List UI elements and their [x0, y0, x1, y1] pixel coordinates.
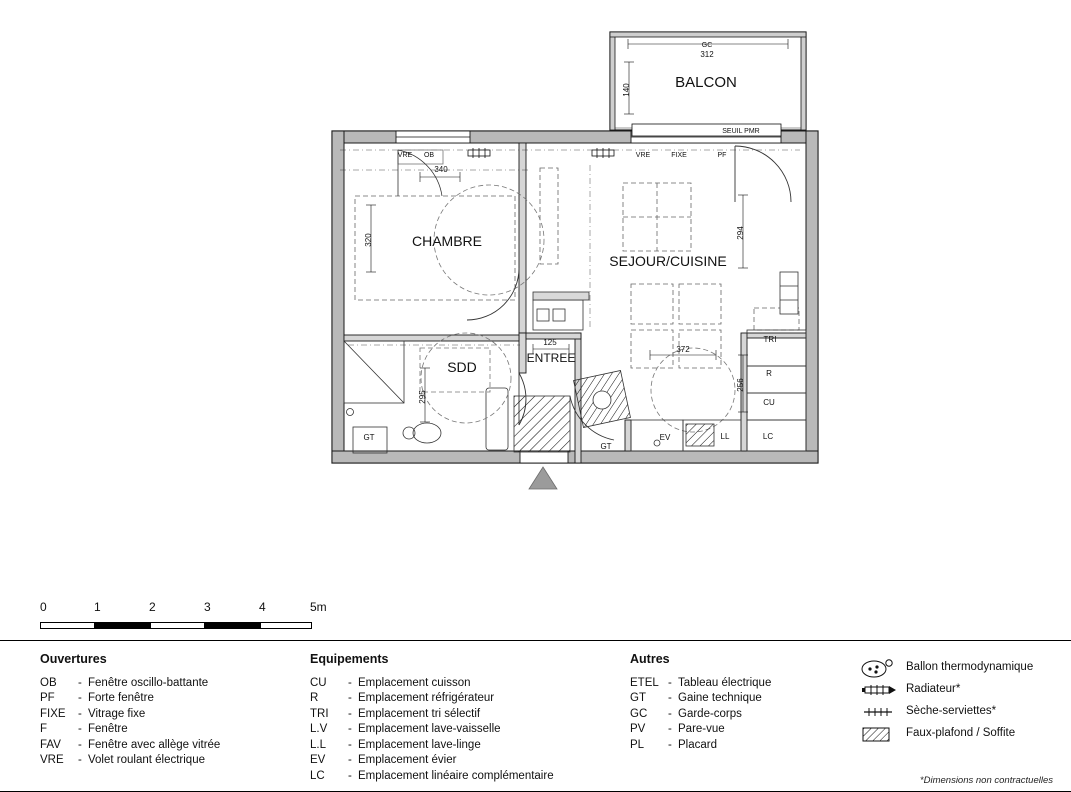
legend-text: Emplacement lave-linge	[358, 738, 481, 751]
tag-label: GT	[600, 442, 612, 451]
legend-text: Emplacement cuisson	[358, 676, 471, 689]
dimension-label: 256	[736, 378, 745, 392]
legend-title-autres: Autres	[630, 652, 670, 666]
scale-tick-label: 1	[94, 600, 101, 614]
legend-text: Fenêtre	[88, 723, 128, 735]
legend-text: Fenêtre oscillo-battante	[88, 676, 209, 689]
dimension-label: 295	[418, 390, 427, 404]
legend-item	[40, 676, 290, 692]
legend-text: Volet roulant électrique	[88, 754, 205, 766]
tag-label: LL	[720, 432, 730, 441]
legend-code: GC	[630, 707, 648, 720]
tag-label: EV	[659, 433, 671, 442]
room-label: BALCON	[675, 74, 737, 91]
legend-dash: -	[668, 738, 672, 751]
legend-code: CU	[310, 676, 327, 689]
legend-text: Emplacement tri sélectif	[358, 707, 481, 720]
legend-dash: -	[348, 676, 352, 689]
legend-item	[40, 753, 290, 769]
legend-code: TRI	[310, 707, 329, 720]
symbol-row-seche-serviettes	[860, 701, 1060, 723]
legend	[0, 652, 1071, 792]
legend-dash: -	[348, 769, 352, 782]
legend-dash: -	[78, 676, 82, 689]
legend-text: Fenêtre avec allège vitrée	[88, 738, 221, 751]
tag-label: PF	[717, 152, 727, 159]
legend-code: VRE	[40, 754, 64, 766]
legend-column-ouvertures	[40, 652, 290, 769]
legend-text: Emplacement lave-vaisselle	[358, 723, 501, 735]
legend-code: L.L	[310, 738, 326, 751]
dimension-label: 312	[700, 50, 714, 59]
legend-dash: -	[668, 676, 672, 689]
tag-label: SEUIL PMR	[722, 128, 760, 135]
legend-dash: -	[78, 692, 82, 704]
legend-item	[630, 676, 850, 692]
symbol-label: Faux-plafond / Soffite	[906, 727, 1016, 740]
legend-dash: -	[78, 754, 82, 766]
ballon-thermodynamique-plan	[780, 272, 798, 314]
legend-code: GT	[630, 692, 646, 704]
scale-tick-label: 0	[40, 600, 47, 614]
tag-label: VRE	[635, 152, 651, 159]
room-label: SEJOUR/CUISINE	[609, 253, 727, 269]
legend-dash: -	[348, 738, 352, 751]
legend-code: PL	[630, 738, 645, 751]
legend-dash: -	[668, 707, 672, 720]
legend-item	[310, 707, 610, 723]
tag-label: VRE	[397, 152, 413, 159]
legend-dash: -	[78, 738, 82, 751]
dimension-label: 320	[364, 233, 373, 247]
legend-text: Placard	[678, 738, 717, 751]
legend-item	[40, 707, 290, 723]
symbol-label: Radiateur*	[906, 683, 961, 696]
symbol-label: Ballon thermodynamique	[906, 661, 1034, 674]
legend-code: FAV	[40, 738, 61, 751]
tag-label: R	[766, 369, 772, 378]
footnote: *Dimensions non contractuelles	[919, 775, 1053, 786]
entrance-marker	[529, 467, 557, 489]
tag-label: CU	[763, 398, 775, 407]
dimension-label: 340	[434, 165, 448, 174]
legend-item	[630, 707, 850, 723]
legend-code: FIXE	[40, 707, 66, 720]
legend-dash: -	[78, 723, 82, 735]
legend-title-equipements: Equipements	[310, 652, 389, 666]
legend-item	[630, 738, 850, 754]
legend-text: Gaine technique	[678, 692, 762, 704]
legend-item	[310, 753, 610, 769]
legend-text: Emplacement réfrigérateur	[358, 692, 495, 704]
scale-tick-label: 2	[149, 600, 156, 614]
legend-item	[40, 691, 290, 707]
legend-code: OB	[40, 676, 57, 689]
legend-code: LC	[310, 769, 325, 782]
faux-plafond-icon	[860, 725, 906, 743]
room-label: CHAMBRE	[411, 233, 483, 249]
legend-text: Garde-corps	[678, 707, 742, 720]
legend-item	[310, 769, 610, 785]
legend-text: Tableau électrique	[678, 676, 772, 689]
scale-end-label: 5m	[310, 600, 327, 614]
legend-code: PV	[630, 723, 646, 735]
room-label: ENTREE	[526, 351, 576, 365]
dimension-label: 140	[622, 83, 631, 97]
ballon-thermodynamique-icon	[860, 658, 906, 678]
legend-dash: -	[348, 707, 352, 720]
legend-code: EV	[310, 754, 326, 766]
legend-column-equipements	[310, 652, 610, 784]
legend-code: ETEL	[630, 676, 659, 689]
legend-divider	[0, 640, 1071, 641]
scale-bar	[40, 600, 340, 632]
room-label: SDD	[447, 359, 477, 375]
legend-column-autres	[630, 652, 850, 753]
legend-item	[630, 691, 850, 707]
legend-text: Pare-vue	[678, 723, 725, 735]
tag-label: LC	[762, 432, 774, 441]
tag-label: TRI	[763, 335, 777, 344]
legend-dash: -	[348, 692, 352, 704]
legend-code: F	[40, 723, 48, 735]
legend-item	[630, 722, 850, 738]
legend-text: Vitrage fixe	[88, 707, 146, 720]
seche-serviettes-icon	[860, 705, 906, 719]
legend-text: Emplacement linéaire complémentaire	[358, 769, 554, 782]
legend-item	[40, 738, 290, 754]
tag-label: GT	[363, 433, 375, 442]
legend-item	[310, 676, 610, 692]
legend-dash: -	[668, 723, 672, 735]
dimension-label: 294	[736, 226, 745, 240]
legend-item	[310, 691, 610, 707]
legend-item	[310, 738, 610, 754]
symbol-row-ballon	[860, 657, 1060, 679]
legend-column-symbols	[860, 657, 1060, 745]
symbol-label: Sèche-serviettes*	[906, 705, 997, 718]
legend-text: Forte fenêtre	[88, 692, 154, 704]
legend-item	[40, 722, 290, 738]
dimension-label: 372	[676, 345, 690, 354]
legend-dash: -	[668, 692, 672, 704]
symbol-row-faux-plafond	[860, 723, 1060, 745]
legend-dash: -	[78, 707, 82, 720]
tag-label: FIXE	[671, 152, 687, 159]
scale-tick-label: 3	[204, 600, 211, 614]
tag-label: GC	[701, 42, 713, 49]
scale-tick-label: 4	[259, 600, 266, 614]
legend-item	[310, 722, 610, 738]
legend-text: Emplacement évier	[358, 754, 457, 766]
legend-dash: -	[348, 723, 352, 735]
tag-label: OB	[423, 152, 435, 159]
legend-title-ouvertures: Ouvertures	[40, 652, 107, 666]
radiateur-icon	[860, 683, 906, 697]
legend-code: L.V	[310, 723, 328, 735]
symbol-row-radiateur	[860, 679, 1060, 701]
legend-code: PF	[40, 692, 55, 704]
dimension-label: 125	[543, 338, 557, 347]
legend-dash: -	[348, 754, 352, 766]
legend-code: R	[310, 692, 319, 704]
